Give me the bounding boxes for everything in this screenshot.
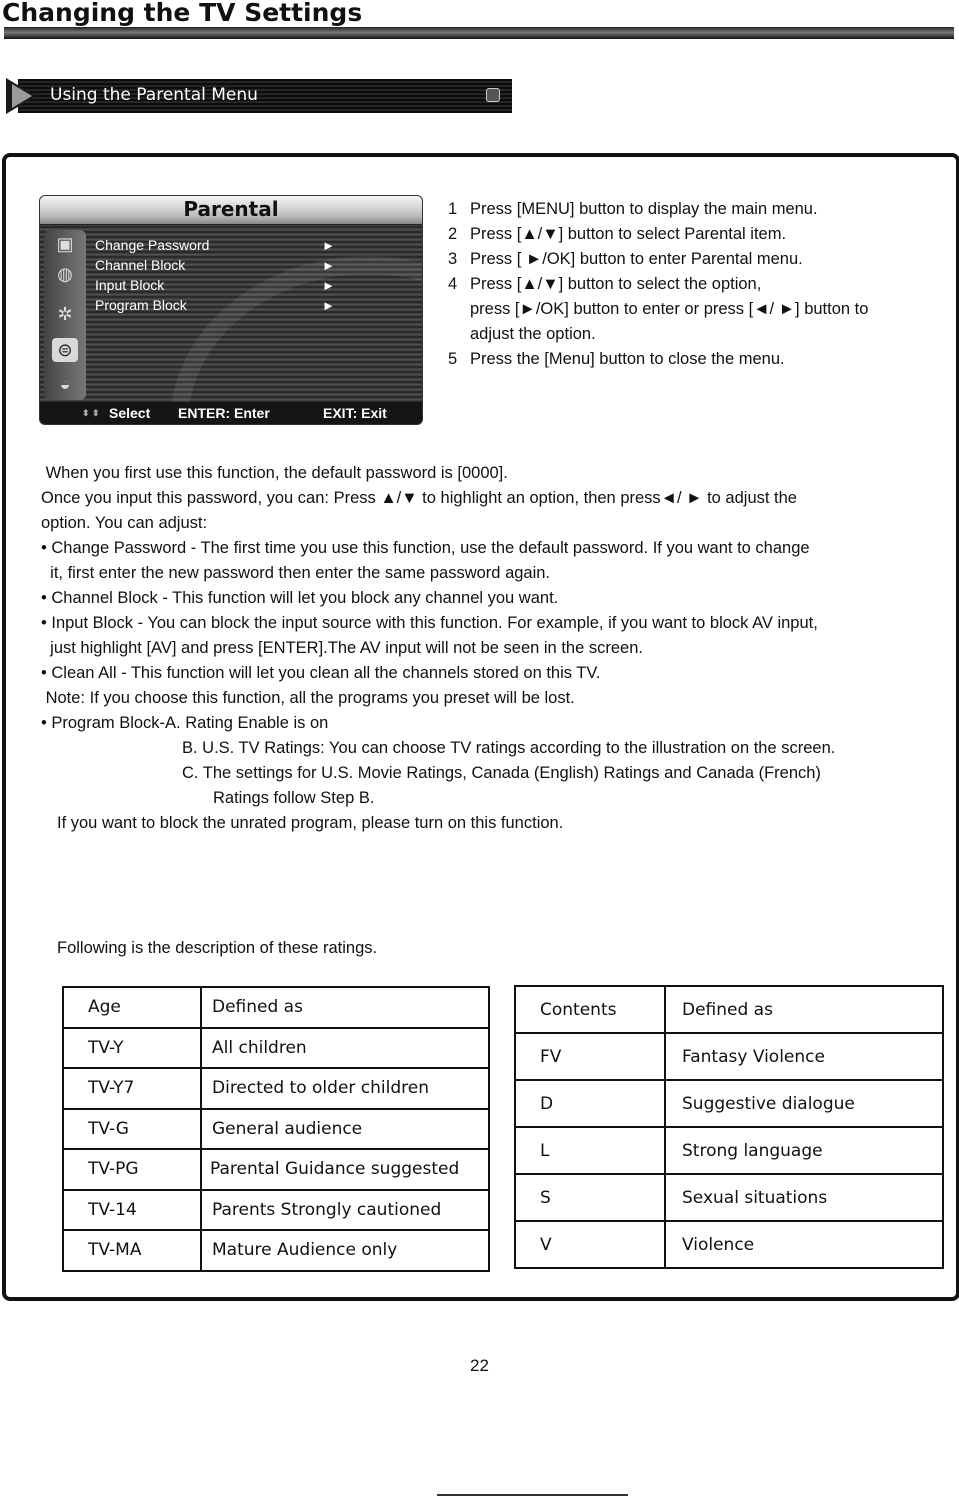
section-banner <box>6 78 512 114</box>
table-header-cell: Defined as <box>665 986 943 1033</box>
footer-enter: ENTER: Enter <box>178 405 270 421</box>
table-row <box>63 1190 489 1231</box>
table-cell: V <box>515 1221 665 1268</box>
satellite-dish-icon: ◒ <box>59 374 71 394</box>
table-header-row <box>63 987 489 1028</box>
step-item: 5 Press the [Menu] button to close the menu. <box>448 350 785 368</box>
body-line: • Channel Block - This function will let you block any channel you want. <box>41 589 559 607</box>
section-banner-label: Using the Parental Menu <box>50 85 258 105</box>
table-cell: TV-MA <box>63 1230 201 1271</box>
table-cell: Suggestive dialogue <box>665 1080 943 1127</box>
tv-menu-item-change-password: Change Password <box>95 237 210 253</box>
age-ratings-table <box>62 986 490 1272</box>
table-header-cell: Defined as <box>201 987 489 1028</box>
table-cell: TV-G <box>63 1109 201 1150</box>
tv-menu-item-input-block: Input Block <box>95 277 165 293</box>
table-cell: L <box>515 1127 665 1174</box>
title-rule <box>4 27 954 39</box>
body-line: just highlight [AV] and press [ENTER].The AV input will not be seen in the screen. <box>41 639 643 657</box>
table-cell: Strong language <box>665 1127 943 1174</box>
table-row <box>515 1221 943 1268</box>
body-line: B. U.S. TV Ratings: You can choose TV ratings according to the illustration on the screen. <box>182 739 836 757</box>
body-line: Note: If you choose this function, all the programs you preset will be lost. <box>41 689 575 707</box>
arrow-right-icon: ► <box>322 278 335 293</box>
instruction-steps <box>448 197 938 372</box>
body-line: • Input Block - You can block the input source with this function. For example, if you want to block AV input, <box>41 614 818 632</box>
table-cell: Directed to older children <box>201 1068 489 1109</box>
body-line: Ratings follow Step B. <box>213 789 375 807</box>
lock-icon: ⊜ <box>52 338 78 362</box>
body-line: Once you input this password, you can: Press ▲/▼ to highlight an option, then press◄/ ► to adjust the <box>41 489 797 507</box>
tv-screen-icon: ▣ <box>56 234 74 254</box>
arrow-right-icon: ► <box>322 258 335 273</box>
tv-menu-footer <box>40 402 422 424</box>
clock-icon: ✲ <box>57 304 73 324</box>
table-cell: TV-Y7 <box>63 1068 201 1109</box>
table-header-cell: Contents <box>515 986 665 1033</box>
up-down-arrows-icon: ⬍ ⬍ <box>82 408 100 418</box>
step-item: 4 Press [▲/▼] button to select the option, <box>448 275 762 293</box>
table-cell: Fantasy Violence <box>665 1033 943 1080</box>
content-ratings-table <box>514 985 944 1269</box>
table-cell: Mature Audience only <box>201 1230 489 1271</box>
table-header-row <box>515 986 943 1033</box>
body-line: • Change Password - The first time you use this function, use the default password. If you want to change <box>41 539 810 557</box>
body-line: it, first enter the new password then enter the same password again. <box>41 564 551 582</box>
table-cell: TV-14 <box>63 1190 201 1231</box>
table-cell: Parental Guidance suggested <box>201 1149 489 1190</box>
body-line: If you want to block the unrated program, please turn on this function. <box>57 814 564 832</box>
step-item: 2 Press [▲/▼] button to select Parental item. <box>448 225 787 243</box>
table-row <box>63 1068 489 1109</box>
table-row <box>515 1080 943 1127</box>
table-header-cell: Age <box>63 987 201 1028</box>
footer-rule <box>437 1494 628 1496</box>
footer-exit: EXIT: Exit <box>323 405 387 421</box>
step-item-continued: press [►/OK] button to enter or press [◄/ ►] button to <box>470 300 869 318</box>
tv-menu-item-program-block: Program Block <box>95 297 187 313</box>
arrow-right-icon: ► <box>322 238 335 253</box>
table-cell: TV-Y <box>63 1028 201 1069</box>
table-row <box>63 1028 489 1069</box>
body-line: C. The settings for U.S. Movie Ratings, Canada (English) Ratings and Canada (French) <box>182 764 821 782</box>
square-bullet-icon <box>486 88 500 102</box>
table-cell: Parents Strongly cautioned <box>201 1190 489 1231</box>
tv-menu-icon-column <box>44 230 86 400</box>
arrow-right-icon: ► <box>322 298 335 313</box>
body-line: • Clean All - This function will let you clean all the channels stored on this TV. <box>41 664 601 682</box>
table-row <box>63 1109 489 1150</box>
table-cell: Violence <box>665 1221 943 1268</box>
table-cell: All children <box>201 1028 489 1069</box>
table-row <box>63 1149 489 1190</box>
tv-parental-menu-illustration <box>39 195 423 425</box>
table-row <box>63 1230 489 1271</box>
table-row <box>515 1174 943 1221</box>
table-cell: D <box>515 1080 665 1127</box>
tv-menu-title: Parental <box>40 196 422 225</box>
speaker-icon: ◍ <box>57 264 73 284</box>
table-row <box>515 1127 943 1174</box>
page-number: 22 <box>470 1356 489 1375</box>
step-item-continued: adjust the option. <box>470 325 596 343</box>
table-cell: FV <box>515 1033 665 1080</box>
footer-select: Select <box>109 405 151 421</box>
step-item: 1 Press [MENU] button to display the main menu. <box>448 200 818 218</box>
table-cell: Sexual situations <box>665 1174 943 1221</box>
body-line: option. You can adjust: <box>41 514 208 532</box>
ratings-intro: Following is the description of these ratings. <box>57 939 378 957</box>
table-cell: General audience <box>201 1109 489 1150</box>
table-cell: S <box>515 1174 665 1221</box>
tv-menu-item-channel-block: Channel Block <box>95 257 186 273</box>
table-row <box>515 1033 943 1080</box>
table-cell: TV-PG <box>63 1149 201 1190</box>
step-item: 3 Press [ ►/OK] button to enter Parental menu. <box>448 250 803 268</box>
page-title: Changing the TV Settings <box>2 0 363 27</box>
chevron-right-inner-icon <box>12 84 32 108</box>
body-line: When you first use this function, the default password is [0000]. <box>41 464 508 482</box>
menu-background-swirl <box>170 256 423 425</box>
body-line: • Program Block-A. Rating Enable is on <box>41 714 329 732</box>
